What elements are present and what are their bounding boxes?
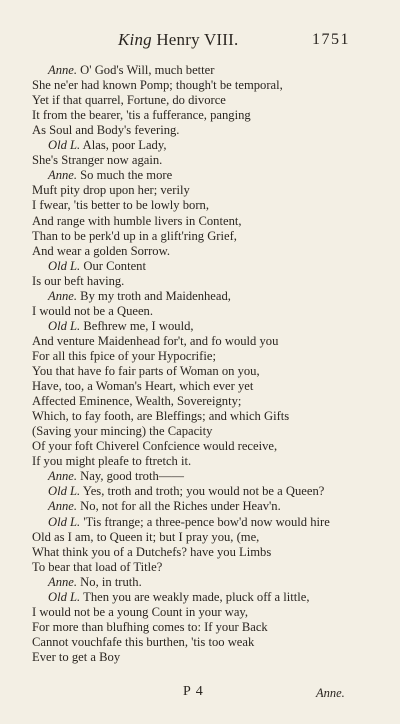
line-text: So much the more — [77, 168, 173, 183]
text-line — [48, 138, 166, 153]
text-line — [32, 229, 237, 244]
line-text: Which, to fay footh, are Bleffings; and which Gifts — [32, 409, 290, 424]
running-title — [118, 30, 238, 50]
text-line — [48, 499, 281, 514]
speaker-name: Anne. — [48, 574, 78, 589]
text-line — [32, 530, 259, 545]
line-text: Cannot vouchfafe this burthen, 'tis too weak — [32, 634, 255, 649]
line-text: I would not be a Queen. — [32, 303, 154, 318]
text-line — [32, 650, 120, 665]
speaker-name: Old L. — [48, 258, 81, 273]
line-text: Affected Eminence, Wealth, Sovereignty; — [32, 394, 242, 409]
text-line — [32, 274, 124, 289]
signature-mark: P 4 — [183, 684, 204, 699]
speaker-name: Old L. — [48, 138, 81, 153]
line-text: I would not be a young Count in your way, — [32, 604, 249, 619]
line-text: I fwear, 'tis better to be lowly born, — [32, 198, 209, 213]
line-text: Befhrew me, I would, — [80, 318, 194, 333]
text-line — [32, 379, 253, 394]
line-text: And range with humble livers in Content, — [32, 213, 242, 228]
line-text: To bear that load of Title? — [32, 559, 163, 574]
text-line — [32, 454, 191, 469]
text-line — [48, 259, 146, 274]
text-line — [32, 153, 162, 168]
line-text: She ne'er had known Pomp; though't be temporal, — [32, 78, 283, 93]
text-line — [32, 244, 170, 259]
speaker-name: Old L. — [48, 484, 81, 499]
line-text: If you might pleafe to ftretch it. — [32, 454, 192, 469]
text-line — [32, 108, 251, 123]
speaker-name: Old L. — [48, 589, 81, 604]
text-line — [32, 349, 216, 364]
line-text: Muft pity drop upon her; verily — [32, 183, 190, 198]
line-text: Alas, poor Lady, — [80, 138, 167, 153]
line-text: Our Content — [80, 258, 146, 273]
line-text: Ever to get a Boy — [32, 649, 121, 664]
text-line — [32, 123, 179, 138]
line-text: Is our beft having. — [32, 273, 125, 288]
line-text: You that have fo fair parts of Woman on you, — [32, 364, 260, 378]
speaker-name: Anne. — [48, 63, 78, 77]
text-line — [32, 635, 254, 650]
speaker-name: Anne. — [48, 469, 78, 484]
text-line — [32, 304, 153, 319]
text-line — [32, 545, 271, 560]
line-text: Old as I am, to Queen it; but I pray you, (me, — [32, 529, 260, 544]
text-line — [48, 515, 330, 530]
text-line — [48, 575, 142, 590]
line-text: No, not for all the Riches under Heav'n. — [77, 499, 281, 514]
line-text: No, in truth. — [77, 574, 142, 589]
line-text: (Saving your mincing) the Capacity — [32, 424, 213, 439]
line-text: And venture Maidenhead for't, and fo would you — [32, 333, 279, 348]
text-line — [32, 620, 268, 635]
line-text: Then you are weakly made, pluck off a little, — [80, 589, 310, 604]
text-line — [48, 484, 324, 499]
text-line — [32, 439, 277, 454]
text-line — [32, 560, 162, 575]
text-line — [32, 214, 242, 229]
page-number: 1751 — [312, 31, 350, 48]
line-text: By my troth and Maidenhead, — [77, 288, 231, 303]
text-line — [32, 93, 226, 108]
text-line — [48, 168, 172, 183]
line-text: 'Tis ftrange; a three-pence bow'd now would hire — [80, 514, 330, 529]
line-text: Yet if that quarrel, Fortune, do divorce — [32, 93, 226, 108]
text-line — [48, 469, 184, 484]
line-text: It from the bearer, 'tis a fufferance, panging — [32, 108, 251, 123]
line-text: For more than blufhing comes to: If your Back — [32, 619, 268, 634]
line-text: O' God's Will, much better — [77, 63, 215, 77]
line-text: As Soul and Body's fevering. — [32, 123, 180, 138]
text-line — [32, 183, 190, 198]
speaker-name: Old L. — [48, 514, 81, 529]
page-footer — [0, 684, 400, 704]
line-text: Nay, good troth—— — [77, 469, 184, 484]
speaker-name: Anne. — [48, 288, 78, 303]
line-text: Of your foft Chiverel Confcience would receive, — [32, 439, 278, 454]
page-header — [0, 30, 400, 52]
line-text: Have, too, a Woman's Heart, which ever yet — [32, 379, 254, 394]
text-line — [32, 334, 278, 349]
text-line — [32, 364, 260, 379]
speaker-name: Anne. — [48, 168, 78, 183]
line-text: She's Stranger now again. — [32, 153, 163, 168]
line-text: For all this fpice of your Hypocrifie; — [32, 348, 216, 363]
text-line — [48, 63, 214, 78]
text-line — [32, 198, 209, 213]
text-line — [48, 590, 310, 605]
line-text: And wear a golden Sorrow. — [32, 243, 171, 258]
line-text: What think you of a Dutchefs? have you Limbs — [32, 544, 272, 559]
text-line — [48, 319, 194, 334]
running-title-italic: King — [118, 30, 152, 49]
speaker-name: Anne. — [48, 499, 78, 514]
text-line — [32, 424, 212, 439]
text-line — [32, 409, 289, 424]
line-text: Yes, troth and troth; you would not be a Queen? — [80, 484, 325, 499]
speaker-name: Old L. — [48, 318, 81, 333]
running-title-rest: Henry VIII. — [151, 30, 239, 49]
line-text: Than to be perk'd up in a glift'ring Grief, — [32, 228, 237, 243]
text-line — [48, 289, 231, 304]
text-line — [32, 605, 248, 620]
catchword: Anne. — [316, 686, 345, 700]
text-line — [32, 78, 283, 93]
text-line — [32, 394, 241, 409]
